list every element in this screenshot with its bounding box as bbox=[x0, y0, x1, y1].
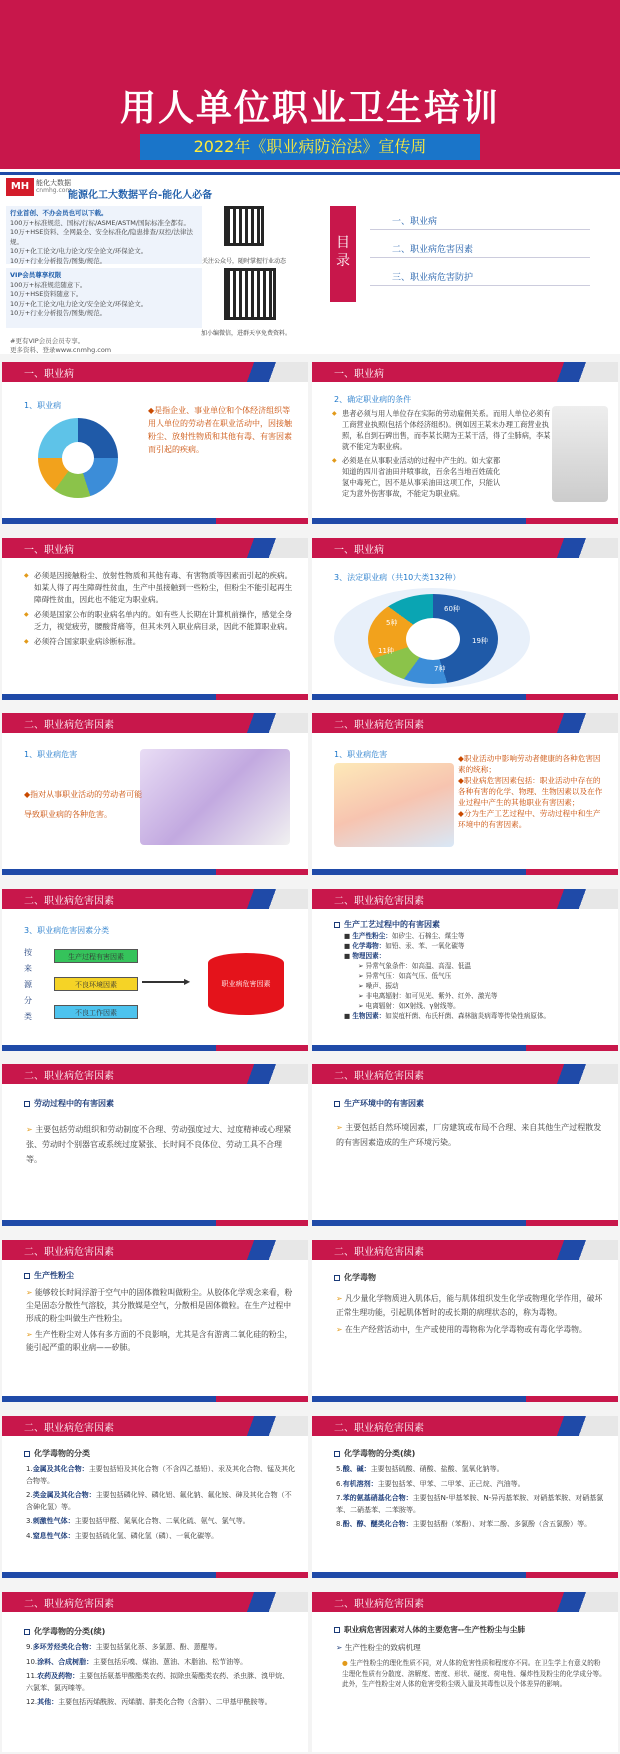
cover-slide bbox=[0, 0, 620, 354]
slide-header bbox=[2, 1592, 308, 1612]
divider bbox=[370, 229, 590, 230]
condition-item: ◆ 必须是国家公布的职业病名单内的。如有些人长期在计算机前操作，感觉全身乏力，视觉疲劳，腰酸背痛等，但其未列入职业病目录，因此不能算职业病。 bbox=[24, 609, 296, 633]
checkbox-icon bbox=[334, 1101, 340, 1107]
slide-subtitle-text: 职业病危害因素对人体的主要危害--生产性粉尘与尘肺 bbox=[344, 1625, 525, 1634]
toxin-item bbox=[336, 1479, 606, 1491]
divider bbox=[370, 257, 590, 258]
body-text: 主要包括自然环境因素，厂房建筑或布局不合理、来自其他生产过程散发的有害因素造成的生产环境污染。 bbox=[336, 1123, 602, 1147]
toxin-item bbox=[26, 1697, 296, 1709]
toxin-item bbox=[26, 1531, 296, 1543]
slide-subtitle bbox=[24, 1098, 114, 1109]
slide-footer bbox=[312, 1572, 618, 1578]
slide-10 bbox=[312, 1064, 618, 1226]
item-value: 主要包括N-甲基苯胺、N-异丙基苯胺、对硝基苯胺、对硝基氯苯、二硝基苯、二苯胺等。 bbox=[336, 1494, 604, 1514]
factor-line bbox=[344, 971, 608, 981]
slide-header-text: 二、职业病危害因素 bbox=[334, 1247, 424, 1258]
toxin-item bbox=[26, 1671, 296, 1694]
factor-key: 生物因素： bbox=[352, 1012, 386, 1020]
item-value: 主要包括丙烯酰胺、丙烯腈、肼类化合物（含肼）、二甲基甲酰胺等。 bbox=[58, 1698, 272, 1706]
body-text: 能够较长时间浮游于空气中的固体微粒叫做粉尘。从胶体化学观念来看，粉尘是固态分散性气溶胶，其分散媒是空气，分散相是固体微粒。在生产过程中形成的粉尘叫做生产性粉尘。 bbox=[26, 1288, 293, 1323]
slide-subtitle bbox=[334, 1448, 415, 1459]
factor-value: 如炭疽杆菌、布氏杆菌、森林脑炎病毒等传染性病原体。 bbox=[385, 1012, 551, 1020]
ad-line: 10万+化工论文/电力论文/安全论文/环保论文。 bbox=[10, 299, 148, 308]
factor-key: 化学毒物： bbox=[352, 942, 386, 950]
slide-header-text: 二、职业病危害因素 bbox=[334, 1423, 424, 1434]
donut-hole bbox=[406, 618, 460, 660]
item-number: 5. bbox=[336, 1465, 343, 1473]
slide-subtitle-text: 化学毒物 bbox=[344, 1273, 376, 1282]
slide-header-text: 一、职业病 bbox=[334, 545, 384, 556]
qr-caption: 关注公众号，随时掌握行业动态 bbox=[201, 258, 286, 265]
slide-header-text: 二、职业病危害因素 bbox=[24, 1423, 114, 1434]
factor-line bbox=[344, 1001, 608, 1011]
slide-header bbox=[312, 713, 618, 733]
slide-4 bbox=[312, 538, 618, 700]
item-value: 主要包括乐嗅、煤油、蒽油、木脂油、松节油等。 bbox=[93, 1657, 248, 1666]
item-number: 7. bbox=[336, 1494, 343, 1502]
slide-13 bbox=[2, 1416, 308, 1578]
slide-subtitle-text: 生产性粉尘 bbox=[34, 1271, 74, 1280]
slide-footer bbox=[312, 869, 618, 875]
definition-text: ◆指对从事职业活动的劳动者可能导致职业病的各种危害。 bbox=[24, 790, 143, 819]
item-key: 刺激性气体： bbox=[32, 1517, 75, 1525]
hazard-item: ◆分为生产工艺过程中、劳动过程中和生产环境中的有害因素。 bbox=[458, 809, 601, 829]
slide-3 bbox=[2, 538, 308, 700]
arrow-icon: ➢ bbox=[358, 992, 366, 1000]
checkbox-icon bbox=[334, 922, 340, 928]
item-value: 主要包括甲醛、氮氧化合物、二氧化硫、氨气、氯气等。 bbox=[74, 1517, 250, 1525]
ad-line: 10万+行业分析报告/图集/规范。 bbox=[10, 256, 107, 265]
body-text: 在生产经营活动中，生产或使用的毒物称为化学毒物或有毒化学毒物。 bbox=[345, 1325, 587, 1334]
factor-line bbox=[344, 941, 608, 951]
slide-header-text: 二、职业病危害因素 bbox=[24, 1599, 114, 1610]
item-value: 主要包括硫酸、硝酸、盐酸、氢氧化钠等。 bbox=[370, 1465, 504, 1473]
toc-item[interactable]: 三、职业病危害防护 bbox=[392, 273, 474, 283]
qr-code-icon[interactable] bbox=[224, 268, 276, 320]
slide-7 bbox=[2, 889, 308, 1051]
slide-footer bbox=[312, 518, 618, 524]
toxin-item bbox=[26, 1642, 296, 1654]
arrow-icon: ➢ bbox=[358, 972, 366, 980]
slide-8 bbox=[312, 889, 618, 1051]
body-paragraph bbox=[336, 1292, 606, 1320]
slide-11 bbox=[2, 1240, 308, 1402]
slide-16 bbox=[312, 1592, 618, 1752]
brand-url: cnmhg.com bbox=[36, 187, 72, 194]
slide-header bbox=[312, 1240, 618, 1260]
checkbox-icon bbox=[334, 1275, 340, 1281]
slide-body bbox=[26, 1122, 296, 1170]
item-key: 多环芳烃类化合物： bbox=[32, 1643, 96, 1651]
slide-header-text: 二、职业病危害因素 bbox=[334, 1599, 424, 1610]
ad-footer bbox=[10, 336, 111, 354]
item-value: 主要包括酚（苯酚）、对苯二酚、多氯酚（含五氯酚）等。 bbox=[412, 1520, 592, 1528]
brand-logo: MH bbox=[6, 178, 34, 196]
factor-box: 不良工作因素 bbox=[54, 1005, 138, 1019]
slide-footer bbox=[2, 694, 308, 700]
slide-5 bbox=[2, 713, 308, 875]
ad-line: 10万+化工论文/电力论文/安全论文/环保论文。 bbox=[10, 247, 148, 255]
slide-subtitle-text: 劳动过程中的有害因素 bbox=[34, 1099, 114, 1108]
slide-sub2 bbox=[336, 1642, 606, 1653]
slide-header-text: 二、职业病危害因素 bbox=[24, 1071, 114, 1082]
item-key: 其他： bbox=[37, 1698, 59, 1706]
toxin-item bbox=[26, 1516, 296, 1528]
slide-header-text: 一、职业病 bbox=[24, 545, 74, 556]
checkbox-icon bbox=[24, 1451, 30, 1457]
hazard-illustration-icon bbox=[140, 749, 290, 845]
factor-key: 物理因素： bbox=[352, 952, 386, 960]
slide-footer bbox=[312, 1396, 618, 1402]
slide-footer bbox=[312, 1220, 618, 1226]
item-number: 6. bbox=[336, 1479, 343, 1488]
slide-header-text: 一、职业病 bbox=[334, 369, 384, 380]
toxin-item bbox=[26, 1657, 296, 1669]
ad-line: 行业首创、不办会员也可以下载。 bbox=[10, 209, 108, 217]
body-text: 凡少量化学物质进入肌体后，能与肌体组织发生化学或物理化学作用，破坏正常生理功能，引起肌体暂时的或长期的病理状态的，称为毒物。 bbox=[336, 1294, 603, 1317]
slide-header-text: 一、职业病 bbox=[24, 369, 74, 380]
toxin-item bbox=[336, 1519, 606, 1531]
qr-code-icon[interactable] bbox=[224, 206, 264, 246]
slide-15 bbox=[2, 1592, 308, 1752]
item-number: 8. bbox=[336, 1520, 343, 1528]
factor-box: 生产过程有害因素 bbox=[54, 949, 138, 963]
factor-line bbox=[344, 961, 608, 971]
ad-line: 10万+HSE资料、全网最全、安全标准化/隐患排查/双控/法律法规。 bbox=[10, 228, 193, 246]
ad-line: VIP会员尊享权限 bbox=[10, 271, 62, 279]
factor-value: 如铅、汞、苯、一氧化碳等 bbox=[385, 942, 465, 950]
item-value: 主要包括铅及其化合物（不含四乙基铅）、汞及其化合物、锰及其化合物等。 bbox=[26, 1465, 296, 1485]
slide-subtitle-text: 化学毒物的分类(续) bbox=[344, 1449, 416, 1458]
hazard-collage-icon bbox=[334, 763, 454, 847]
arrow-icon: ➢ bbox=[358, 982, 366, 990]
item-number: 10. bbox=[26, 1657, 38, 1666]
ad-vip-box bbox=[6, 268, 202, 328]
arrow-icon: ➢ bbox=[26, 1330, 36, 1339]
toc-item[interactable]: 二、职业病危害因素 bbox=[392, 245, 474, 255]
toxin-item bbox=[336, 1493, 606, 1516]
item-key: 酚、醇、醚类化合物： bbox=[342, 1520, 413, 1528]
arrow-icon: ➢ bbox=[336, 1643, 345, 1652]
slide-subtitle-text: 生产工艺过程中的有害因素 bbox=[344, 920, 440, 929]
factor-value: 非电离辐射：如可见光、紫外、红外、激光等 bbox=[365, 992, 498, 1000]
body-paragraph bbox=[336, 1120, 606, 1150]
slide-header bbox=[2, 1416, 308, 1436]
arrow-icon: ➢ bbox=[358, 1002, 366, 1010]
slide-header-text: 二、职业病危害因素 bbox=[334, 720, 424, 731]
arrow-line bbox=[142, 981, 186, 983]
body-paragraph bbox=[26, 1328, 296, 1354]
item-value: 主要包括氨基甲酸酯类农药、拟除虫菊酯类农药、杀虫脒、溴甲烷、六氯苯、氯丙嗪等。 bbox=[26, 1672, 290, 1692]
chart-label: 60种 bbox=[444, 605, 460, 613]
chart-label: 11种 bbox=[378, 647, 394, 655]
sub2-text: 生产性粉尘的致病机理 bbox=[344, 1643, 421, 1652]
slide-subtitle: 3、法定职业病（共10大类132种） bbox=[334, 573, 461, 582]
slide-subtitle bbox=[334, 1272, 376, 1283]
factor-value: 异常气压：如高气压、低气压 bbox=[365, 972, 452, 980]
hazard-item: ◆职业病危害因素包括：职业活动中存在的各种有害的化学、物理、生物因素以及在作业过程中产生的其他职业有害因素； bbox=[458, 776, 603, 807]
slide-footer bbox=[2, 1220, 308, 1226]
chart-label: 7种 bbox=[434, 665, 446, 673]
toxin-item bbox=[26, 1464, 296, 1487]
factor-box: 不良环境因素 bbox=[54, 977, 138, 991]
slide-subtitle: 3、职业病危害因素分类 bbox=[24, 926, 110, 935]
chart-label: 19种 bbox=[472, 637, 488, 645]
slide-body bbox=[336, 1292, 606, 1340]
item-number: 2. bbox=[26, 1491, 33, 1499]
arrow-icon: ➢ bbox=[358, 962, 366, 970]
body-paragraph bbox=[26, 1286, 296, 1325]
factor-value: 异常气象条件：如高温、高湿、低温 bbox=[365, 962, 472, 970]
ad-slogan: 能源化工大数据平台-能化人必备 bbox=[68, 190, 213, 201]
slide-6 bbox=[312, 713, 618, 875]
body-paragraph bbox=[26, 1122, 296, 1167]
bullet-dot-icon: ● bbox=[342, 1659, 350, 1667]
cover-subtitle: 2022年《职业病防治法》宣传周 bbox=[140, 134, 480, 160]
hazard-cylinder: 职业病危害因素 bbox=[208, 953, 284, 1015]
slide-header bbox=[2, 889, 308, 909]
slide-body bbox=[342, 1658, 606, 1693]
slide-subtitle-text: 生产环境中的有害因素 bbox=[344, 1099, 424, 1108]
brand-name: 能化大数据 bbox=[36, 179, 71, 187]
hazard-item: ◆职业活动中影响劳动者健康的各种危害因素的统称； bbox=[458, 754, 601, 774]
definition-text: ◆是指企业、事业单位和个体经济组织等用人单位的劳动者在职业活动中，因接触粉尘、放射性物质和其他有毒、有害因素而引起的疾病。 bbox=[148, 406, 292, 454]
item-key: 涂料、合成树脂： bbox=[37, 1657, 94, 1666]
slide-subtitle bbox=[334, 1098, 424, 1109]
slide-header-text: 二、职业病危害因素 bbox=[334, 896, 424, 907]
slide-header bbox=[312, 889, 618, 909]
condition-item: ◆ 必须符合国家职业病诊断标准。 bbox=[24, 636, 296, 648]
item-number: 11. bbox=[26, 1672, 38, 1680]
slide-body bbox=[24, 570, 296, 651]
slide-subtitle bbox=[334, 919, 440, 930]
arrow-icon: ➢ bbox=[336, 1325, 346, 1334]
item-key: 酸、碱： bbox=[342, 1465, 371, 1473]
ad-footer-line: 更多资料、登录www.cnmhg.com bbox=[10, 346, 112, 354]
checkbox-icon bbox=[24, 1101, 30, 1107]
slide-header bbox=[2, 1240, 308, 1260]
factor-line bbox=[344, 981, 608, 991]
bullet-icon: ■ bbox=[344, 942, 353, 950]
item-value: 主要包括硫化氢、磷化氢（磷）、一氧化碳等。 bbox=[74, 1531, 219, 1540]
slide-body bbox=[336, 1120, 606, 1153]
slide-header-text: 二、职业病危害因素 bbox=[24, 896, 114, 907]
slide-header-text: 二、职业病危害因素 bbox=[24, 720, 114, 731]
factor-value: 电离辐射：如X射线、γ射线等。 bbox=[365, 1002, 460, 1010]
arrow-icon: ➢ bbox=[26, 1125, 36, 1134]
item-key: 苯的氨基硝基化合物： bbox=[342, 1494, 413, 1502]
item-value: 主要包括磷化锌、磷化铝、氟化钠、氟化铵、砷及其化合物（不含砷化氢）等。 bbox=[26, 1491, 292, 1511]
slide-body bbox=[336, 1464, 606, 1534]
slide-subtitle-text: 化学毒物的分类 bbox=[34, 1449, 90, 1458]
slide-header-text: 二、职业病危害因素 bbox=[24, 1247, 114, 1258]
ad-line: 10万+行业分析报告/图集/规范。 bbox=[10, 309, 107, 317]
bullet-icon: ■ bbox=[344, 952, 353, 960]
slide-body bbox=[344, 931, 608, 1021]
slide-1 bbox=[2, 362, 308, 524]
factor-line bbox=[344, 991, 608, 1001]
item-key: 有机溶剂： bbox=[342, 1479, 378, 1488]
table-of-contents bbox=[330, 206, 600, 306]
arrow-right-icon: ▶ bbox=[184, 977, 191, 986]
checkbox-icon bbox=[24, 1629, 30, 1635]
item-value: 主要包括氯化萘、多氯蒽、酚、蒽醌等。 bbox=[95, 1643, 222, 1651]
slide-header bbox=[312, 538, 618, 558]
item-number: 1. bbox=[26, 1465, 33, 1473]
slide-footer bbox=[2, 518, 308, 524]
item-number: 12. bbox=[26, 1698, 38, 1706]
slide-subtitle bbox=[24, 1626, 105, 1637]
factor-value: 如矽尘、石棉尘、煤尘等 bbox=[391, 932, 465, 940]
bullet-icon: ■ bbox=[344, 932, 353, 940]
slide-9 bbox=[2, 1064, 308, 1226]
slide-header-text: 二、职业病危害因素 bbox=[334, 1071, 424, 1082]
ad-line: 100万+标准规范随意下。 bbox=[10, 280, 87, 289]
item-key: 金属及其化合物： bbox=[32, 1465, 89, 1473]
slide-subtitle bbox=[24, 1270, 74, 1281]
cover-title: 用人单位职业卫生培训 bbox=[119, 88, 500, 129]
item-key: 农药及药物： bbox=[37, 1672, 80, 1680]
arrow-icon: ➢ bbox=[26, 1288, 36, 1297]
slide-header bbox=[2, 713, 308, 733]
item-value: 主要包括苯、甲苯、二甲苯、正己烷、汽油等。 bbox=[377, 1479, 525, 1488]
qr-caption: 加小编微信，进群天享免费资料。 bbox=[200, 330, 291, 337]
arrow-icon: ➢ bbox=[336, 1123, 346, 1132]
item-number: 3. bbox=[26, 1517, 33, 1525]
slide-body bbox=[26, 1286, 296, 1357]
slide-footer bbox=[312, 694, 618, 700]
slide-header bbox=[2, 538, 308, 558]
slide-header bbox=[2, 1064, 308, 1084]
hazard-list bbox=[458, 753, 608, 830]
reaper-illustration-icon bbox=[552, 406, 608, 502]
bullet-icon: ■ bbox=[344, 1012, 353, 1020]
slide-body bbox=[26, 1464, 296, 1545]
slide-subtitle: 1、职业病危害 bbox=[24, 750, 78, 759]
slide-header bbox=[2, 362, 308, 382]
checkbox-icon bbox=[24, 1273, 30, 1279]
slide-body bbox=[26, 1642, 296, 1712]
slide-subtitle: 1、职业病 bbox=[24, 401, 62, 410]
slide-footer bbox=[2, 1572, 308, 1578]
body-paragraph bbox=[342, 1658, 606, 1690]
toxin-item bbox=[26, 1490, 296, 1513]
slide-12 bbox=[312, 1240, 618, 1402]
item-number: 9. bbox=[26, 1643, 33, 1651]
toxin-item bbox=[336, 1464, 606, 1476]
ad-panel bbox=[2, 178, 302, 354]
ad-line: 10万+HSE资料随意下。 bbox=[10, 290, 83, 298]
slide-footer bbox=[2, 1396, 308, 1402]
slide-header bbox=[312, 362, 618, 382]
slide-subtitle-text: 化学毒物的分类(续) bbox=[34, 1627, 106, 1636]
slide-footer bbox=[2, 1045, 308, 1051]
checkbox-icon bbox=[334, 1451, 340, 1457]
slide-body bbox=[332, 408, 552, 502]
factor-line bbox=[344, 931, 608, 941]
item-key: 窒息性气体： bbox=[32, 1531, 75, 1540]
toc-item[interactable]: 一、职业病 bbox=[392, 217, 438, 227]
ad-benefits-box bbox=[6, 206, 202, 264]
slide-2 bbox=[312, 362, 618, 524]
factor-value: 噪声、振动 bbox=[365, 982, 399, 990]
ad-footer-line: #更有VIP会员会员专享。 bbox=[10, 337, 85, 345]
slide-header bbox=[312, 1064, 618, 1084]
slide-subtitle bbox=[334, 1624, 525, 1635]
condition-item: ◆ 必须是在从事职业活动的过程中产生的。如大家都知道的四川省油田井喷事故，百余名当地百姓硫化氢中毒死亡，因不是从事采油田这项工作，只能认定为意外伤害事故，不能定为职业病。 bbox=[332, 455, 502, 499]
donut-hole bbox=[62, 442, 94, 474]
slide-footer bbox=[312, 1045, 618, 1051]
item-key: 类金属及其化合物： bbox=[32, 1491, 96, 1499]
chart-label: 5种 bbox=[386, 619, 398, 627]
slide-subtitle bbox=[24, 1448, 90, 1459]
body-text: 生产性粉尘的理化性质不同，对人体的危害性质和程度亦不同。在卫生学上有意义的粉尘理化性质有分散度、溶解度、密度、形状、硬度、荷电性、爆炸性及粉尘的化学成分等。此外，生产性粉尘对人体的危害受粉尘吸入量及其毒性以及个体差异的影响。 bbox=[342, 1659, 606, 1688]
slide-footer bbox=[2, 869, 308, 875]
arrow-icon: ➢ bbox=[336, 1294, 346, 1303]
slide-header bbox=[312, 1592, 618, 1612]
body-text: 生产性粉尘对人体有多方面的不良影响，尤其是含有游离二氧化硅的粉尘，能引起严重的职业病——矽肺。 bbox=[26, 1330, 293, 1352]
slide-subtitle: 1、职业病危害 bbox=[334, 750, 388, 759]
classification-label: 按来源分类 bbox=[24, 948, 32, 1021]
item-number: 4. bbox=[26, 1531, 33, 1540]
factor-line bbox=[344, 951, 608, 961]
slide-header bbox=[312, 1416, 618, 1436]
body-paragraph bbox=[336, 1323, 606, 1337]
factor-key: 生产性粉尘： bbox=[352, 932, 392, 940]
slide-14 bbox=[312, 1416, 618, 1578]
divider bbox=[370, 285, 590, 286]
factor-line bbox=[344, 1011, 608, 1021]
slide-subtitle: 2、确定职业病的条件 bbox=[334, 395, 412, 404]
ad-line: 100万+标准规范、国标/行标/ASME/ASTM/国际标准全都有。 bbox=[10, 218, 191, 227]
body-text: 主要包括劳动组织和劳动制度不合理、劳动强度过大、过度精神或心理紧张、劳动时个别器官或系统过度紧张、长时间不良体位、劳动工具不合理等。 bbox=[26, 1125, 292, 1164]
checkbox-icon bbox=[334, 1627, 340, 1633]
condition-item: ◆ 患者必须与用人单位存在实际的劳动雇佣关系。而用人单位必须有工商营业执照(包括个体经济组织)。例如因王某未办理工商营业执照，私自到石碑出售，而李某长期为王某干活，得了尘肺病，李某就不能定为职业病。 bbox=[332, 408, 552, 452]
condition-item: ◆ 必须是因接触粉尘、放射性物质和其他有毒、有害物质等因素而引起的疾病。如某人得了再生障碍性贫血，生产中虽接触到一些粉尘，但粉尘不能引起再生障碍性贫血，因此也不能定为职业病。 bbox=[24, 570, 296, 606]
toc-tag: 目录 bbox=[330, 206, 356, 302]
